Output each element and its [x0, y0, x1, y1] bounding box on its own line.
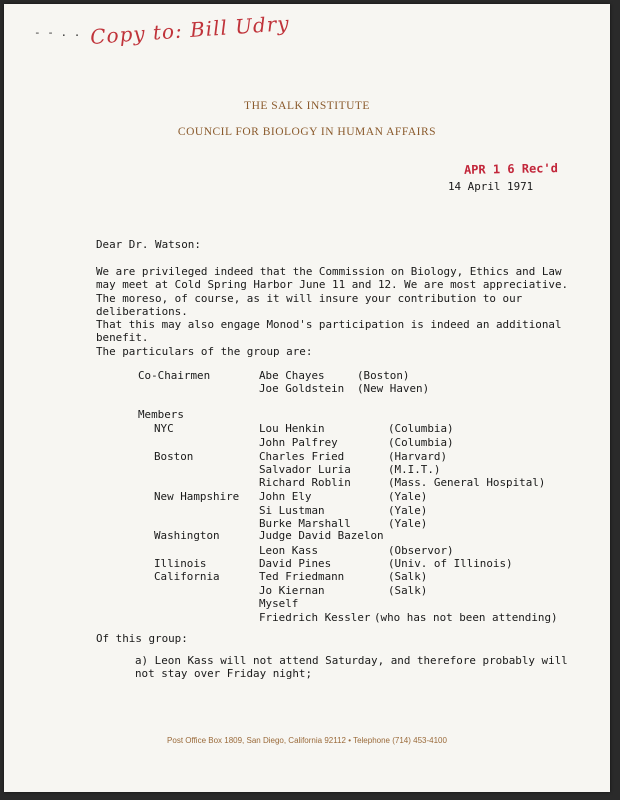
- roster-member-affiliation: (Observor): [388, 544, 454, 557]
- body-paragraph: We are privileged indeed that the Commission on Biology, Ethics and Law may meet at Cold Spring Harbor June 11 and 12. We are most appreciative. The moreso, of course, as it will insure your contribution to our deliberations. That this may also engage Monod's participation is indeed an additional benefit.: [96, 265, 569, 345]
- roster-member-affiliation: (Harvard): [388, 450, 448, 463]
- roster-member-affiliation: (Yale): [388, 490, 428, 503]
- roster-group-label: California: [154, 570, 220, 583]
- roster-member-name: Charles Fried: [259, 450, 345, 463]
- roster-member-affiliation: (New Haven): [357, 382, 430, 395]
- roster-member-affiliation: (Salk): [388, 584, 428, 597]
- roster-member-affiliation: (Yale): [388, 504, 428, 517]
- roster-member-name: Friedrich Kessler: [259, 611, 371, 624]
- roster-group-label: NYC: [154, 422, 174, 435]
- roster-member-name: Richard Roblin: [259, 476, 351, 489]
- roster-member-name: Myself: [259, 597, 299, 610]
- roster-group-label: Co-Chairmen: [138, 369, 211, 382]
- letterhead-footer: Post Office Box 1809, San Diego, California 92112 • Telephone (714) 453-4100: [167, 736, 447, 745]
- handwritten-note: Copy to: Bill Udry: [89, 11, 291, 49]
- received-stamp: APR 1 6 Rec'd: [463, 161, 559, 177]
- of-this-group: Of this group:: [96, 632, 188, 645]
- roster-member-name: Si Lustman: [259, 504, 325, 517]
- roster-member-name: Jo Kiernan: [259, 584, 325, 597]
- roster-member-name: Lou Henkin: [259, 422, 325, 435]
- roster-member-name: Salvador Luria: [259, 463, 351, 476]
- roster-member-name: Ted Friedmann: [259, 570, 345, 583]
- letterhead-council: COUNCIL FOR BIOLOGY IN HUMAN AFFAIRS: [177, 126, 437, 138]
- salutation: Dear Dr. Watson:: [96, 238, 201, 251]
- roster-group-label: Boston: [154, 450, 194, 463]
- roster-member-name: Joe Goldstein: [259, 382, 345, 395]
- roster-member-affiliation: (Columbia): [388, 422, 454, 435]
- roster-member-affiliation: (Mass. General Hospital): [388, 476, 546, 489]
- roster-member-name: John Ely: [259, 490, 312, 503]
- handwritten-dashes: - - . .: [34, 26, 81, 39]
- roster-member-affiliation: (Salk): [388, 570, 428, 583]
- roster-member-name: Burke Marshall: [259, 517, 351, 530]
- roster-member-affiliation: (who has not been attending): [374, 611, 558, 624]
- roster-member-affiliation: (Yale): [388, 517, 428, 530]
- roster-group-label: Illinois: [154, 557, 207, 570]
- roster-member-name: Judge David Bazelon: [259, 529, 384, 542]
- roster-member-name: David Pines: [259, 557, 332, 570]
- letterhead-institute: THE SALK INSTITUTE: [244, 100, 370, 112]
- roster-member-affiliation: (M.I.T.): [388, 463, 441, 476]
- particulars-intro: The particulars of the group are:: [96, 345, 313, 358]
- roster-member-name: Leon Kass: [259, 544, 319, 557]
- roster-member-affiliation: (Columbia): [388, 436, 454, 449]
- roster-group-label: New Hampshire: [154, 490, 240, 503]
- roster-group-label: Members: [138, 408, 184, 421]
- roster-member-name: Abe Chayes: [259, 369, 325, 382]
- roster-member-affiliation: (Univ. of Illinois): [388, 557, 513, 570]
- roster-group-label: Washington: [154, 529, 220, 542]
- letter-page: [4, 4, 610, 792]
- roster-member-affiliation: (Boston): [357, 369, 410, 382]
- roster-member-name: John Palfrey: [259, 436, 338, 449]
- list-item-a: a) Leon Kass will not attend Saturday, and therefore probably will not stay over Friday night;: [135, 654, 568, 681]
- letter-date: 14 April 1971: [448, 180, 534, 193]
